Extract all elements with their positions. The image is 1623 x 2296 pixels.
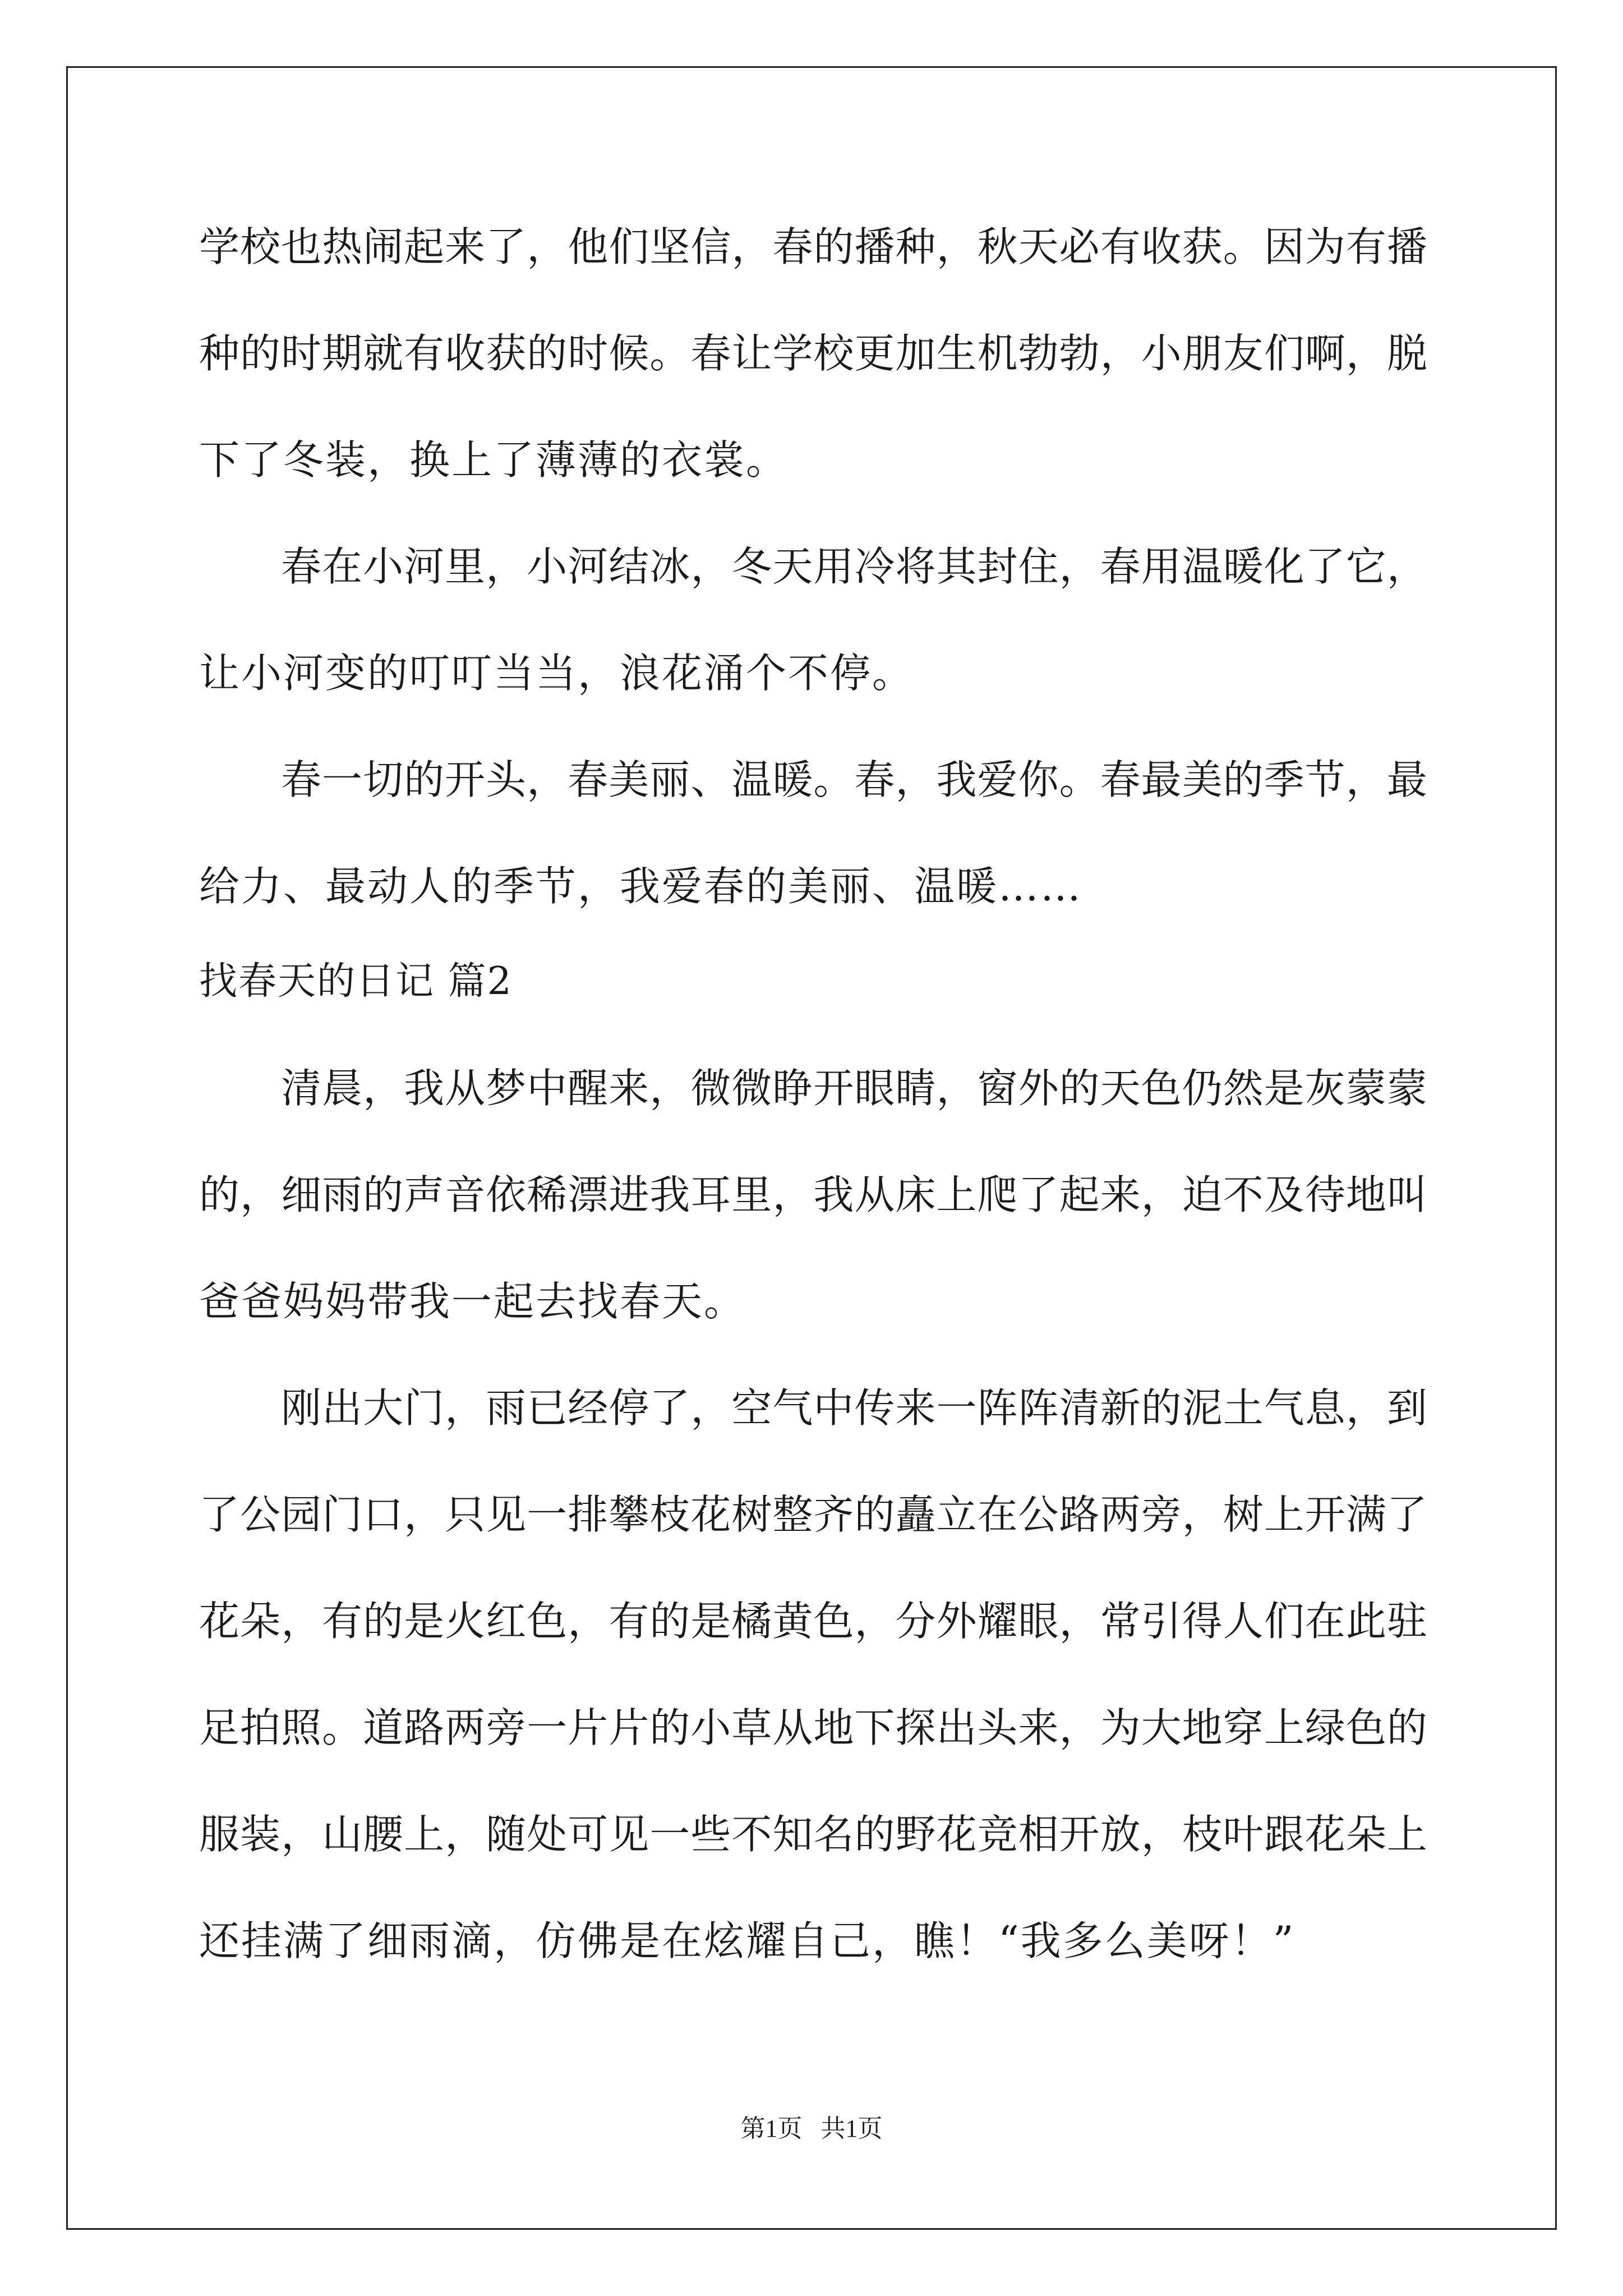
text-line: 让小河变的叮叮当当，浪花涌个不停。 (199, 650, 915, 697)
text-line: 清 晨 ， 我 从 梦 中 醒 来 ， 微 微 睁 开 眼 睛 ， 窗 外 的 天 色 仍 然 是 灰 蒙 蒙 (281, 1065, 1427, 1112)
text-line: 足 拍 照 。 道 路 两 旁 一 片 片 的 小 草 从 地 下 探 出 头 来 ， 为 大 地 穿 上 绿 色 的 (199, 1704, 1427, 1751)
text-line: 学 校 也 热 闹 起 来 了 ， 他 们 坚 信 ， 春 的 播 种 ， 秋 天 必 有 收 获 。 因 为 有 播 (199, 223, 1427, 270)
page-number-footer: 第1页 共1页 (740, 2115, 883, 2142)
text-line: 的 ， 细 雨 的 声 音 依 稀 漂 进 我 耳 里 ， 我 从 床 上 爬 了 起 来 ， 迫 不 及 待 地 叫 (199, 1171, 1427, 1218)
text-line: 种 的 时 期 就 有 收 获 的 时 候 。 春 让 学 校 更 加 生 机 勃 勃 ， 小 朋 友 们 啊 ， 脱 (199, 330, 1427, 377)
text-line: 服 装 ， 山 腰 上 ， 随 处 可 见 一 些 不 知 名 的 野 花 竞 相 开 放 ， 枝 叶 跟 花 朵 上 (199, 1811, 1427, 1858)
text-line: 下了冬装，换上了薄薄的衣裳。 (199, 436, 789, 484)
page-border (66, 66, 1557, 2230)
text-line: 还挂满了细雨滴，仿佛是在炫耀自己，瞧！“我多么美呀！” (199, 1917, 1295, 1964)
text-line: 给力、最动人的季节，我爱春的美丽、温暖…… (199, 863, 1083, 910)
text-line: 春 一 切 的 开 头 ， 春 美 丽 、 温 暖 。 春 ， 我 爱 你 。 春 最 美 的 季 节 ， 最 (281, 756, 1427, 803)
text-line: 花 朵 ， 有 的 是 火 红 色 ， 有 的 是 橘 黄 色 ， 分 外 耀 眼 ， 常 引 得 人 们 在 此 驻 (199, 1598, 1427, 1645)
text-line: 春 在 小 河 里 ， 小 河 结 冰 ， 冬 天 用 冷 将 其 封 住 ， 春 用 温 暖 化 了 它 ， (281, 543, 1427, 590)
text-line: 了 公 园 门 口 ， 只 见 一 排 攀 枝 花 树 整 齐 的 矗 立 在 公 路 两 旁 ， 树 上 开 满 了 (199, 1491, 1427, 1538)
text-line: 刚 出 大 门 ， 雨 已 经 停 了 ， 空 气 中 传 来 一 阵 阵 清 新 的 泥 土 气 息 ， 到 (281, 1384, 1427, 1432)
section-heading: 找春天的日记 篇2 (199, 959, 513, 1004)
text-line: 爸爸妈妈带我一起去找春天。 (199, 1278, 746, 1325)
